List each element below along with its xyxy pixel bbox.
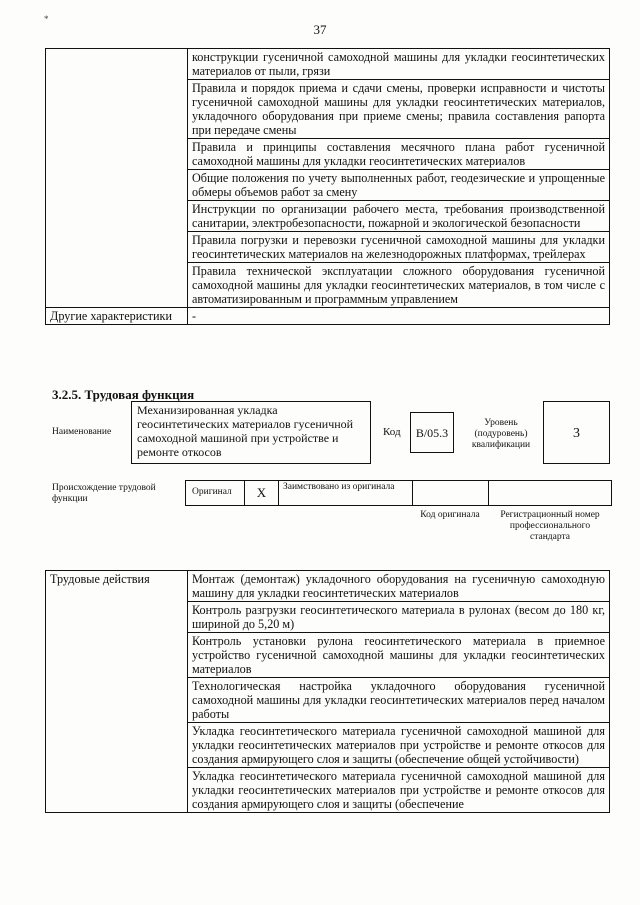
page-number: 37 (313, 22, 327, 37)
knowledge-item: Общие положения по учету выполненных работ, геодезические и упрощенные обмеры объемов работ за смену (188, 170, 610, 201)
original-mark: X (245, 481, 279, 505)
original-label: Оригинал (186, 481, 245, 505)
knowledge-label-cell (46, 49, 188, 308)
section-title: 3.2.5. Трудовая функция (52, 387, 195, 402)
table-row (46, 308, 610, 325)
action-item: Технологическая настройка укладочного оборудования гусеничной самоходной машины для укладки геосинтетических материалов перед началом работы (188, 678, 610, 723)
knowledge-item: Правила и принципы составления месячного плана работ гусеничной самоходной машины для укладки геосинтетических материалов (188, 139, 610, 170)
table-row (46, 49, 610, 80)
name-label: Наименование (52, 427, 112, 437)
action-item: Контроль установки рулона геосинтетического материала в приемное устройство гусеничной самоходной машины для укладки геосинтетических материалов (188, 633, 610, 678)
actions-label: Трудовые действия (46, 571, 188, 813)
level-label: Уровень (подуровень) квалификации (471, 418, 531, 450)
code-label: Код (383, 426, 401, 438)
corner-mark: * (44, 14, 49, 24)
action-item: Монтаж (демонтаж) укладочного оборудования на гусеничную самоходную машину для укладки геосинтетических материалов (188, 571, 610, 602)
action-item: Контроль разгрузки геосинтетического материала в рулонах (весом до 180 кг, шириной до 5,20 м) (188, 602, 610, 633)
knowledge-table (45, 48, 610, 325)
knowledge-item: конструкции гусеничной самоходной машины для укладки геосинтетических материалов от пыли, грязи (188, 49, 610, 80)
other-characteristics-label: Другие характеристики (46, 308, 188, 325)
level-box: 3 (543, 401, 610, 464)
origin-label: Происхождение трудовой функции (52, 483, 156, 504)
function-code-box: B/05.3 (410, 412, 454, 453)
other-characteristics-value: - (188, 308, 610, 325)
original-code-cell (413, 481, 489, 505)
borrowed-label: Заимствовано из оригинала (279, 481, 413, 505)
actions-table (45, 570, 610, 813)
reg-number-cell (489, 481, 611, 505)
function-name-box: Механизированная укладка геосинтетических материалов гусеничной самоходной машиной при устройстве и ремонте откосов (131, 401, 371, 464)
origin-box (185, 480, 612, 506)
reg-caption: Регистрационный номер профессионального стандарта (500, 510, 600, 542)
knowledge-item: Правила погрузки и перевозки гусеничной самоходной машины для укладки геосинтетических материалов на железнодорожных платформах, трейлерах (188, 232, 610, 263)
action-item: Укладка геосинтетического материала гусеничной самоходной машиной для укладки геосинтетических материалов при устройстве и ремонте откосов для создания армирующего слоя и защиты (обеспечение (188, 768, 610, 813)
action-item: Укладка геосинтетического материала гусеничной самоходной машиной для укладки геосинтетических материалов при устройстве и ремонте откосов для создания армирующего слоя и защиты (обеспечение общей устойчивости) (188, 723, 610, 768)
code-caption: Код оригинала (420, 510, 480, 520)
knowledge-item: Инструкции по организации рабочего места, требования производственной санитарии, электробезопасности, пожарной и экологической безопасности (188, 201, 610, 232)
knowledge-item: Правила и порядок приема и сдачи смены, проверки исправности и чистоты гусеничной самоходной машины для укладки геосинтетических материалов, укладочного оборудования при приеме смены; правила составления рапорта при передаче смены (188, 80, 610, 139)
table-row (46, 571, 610, 602)
knowledge-item: Правила технической эксплуатации сложного оборудования гусеничной самоходной машины для укладки геосинтетических материалов, в том числе с автоматизированным и программным управлением (188, 263, 610, 308)
